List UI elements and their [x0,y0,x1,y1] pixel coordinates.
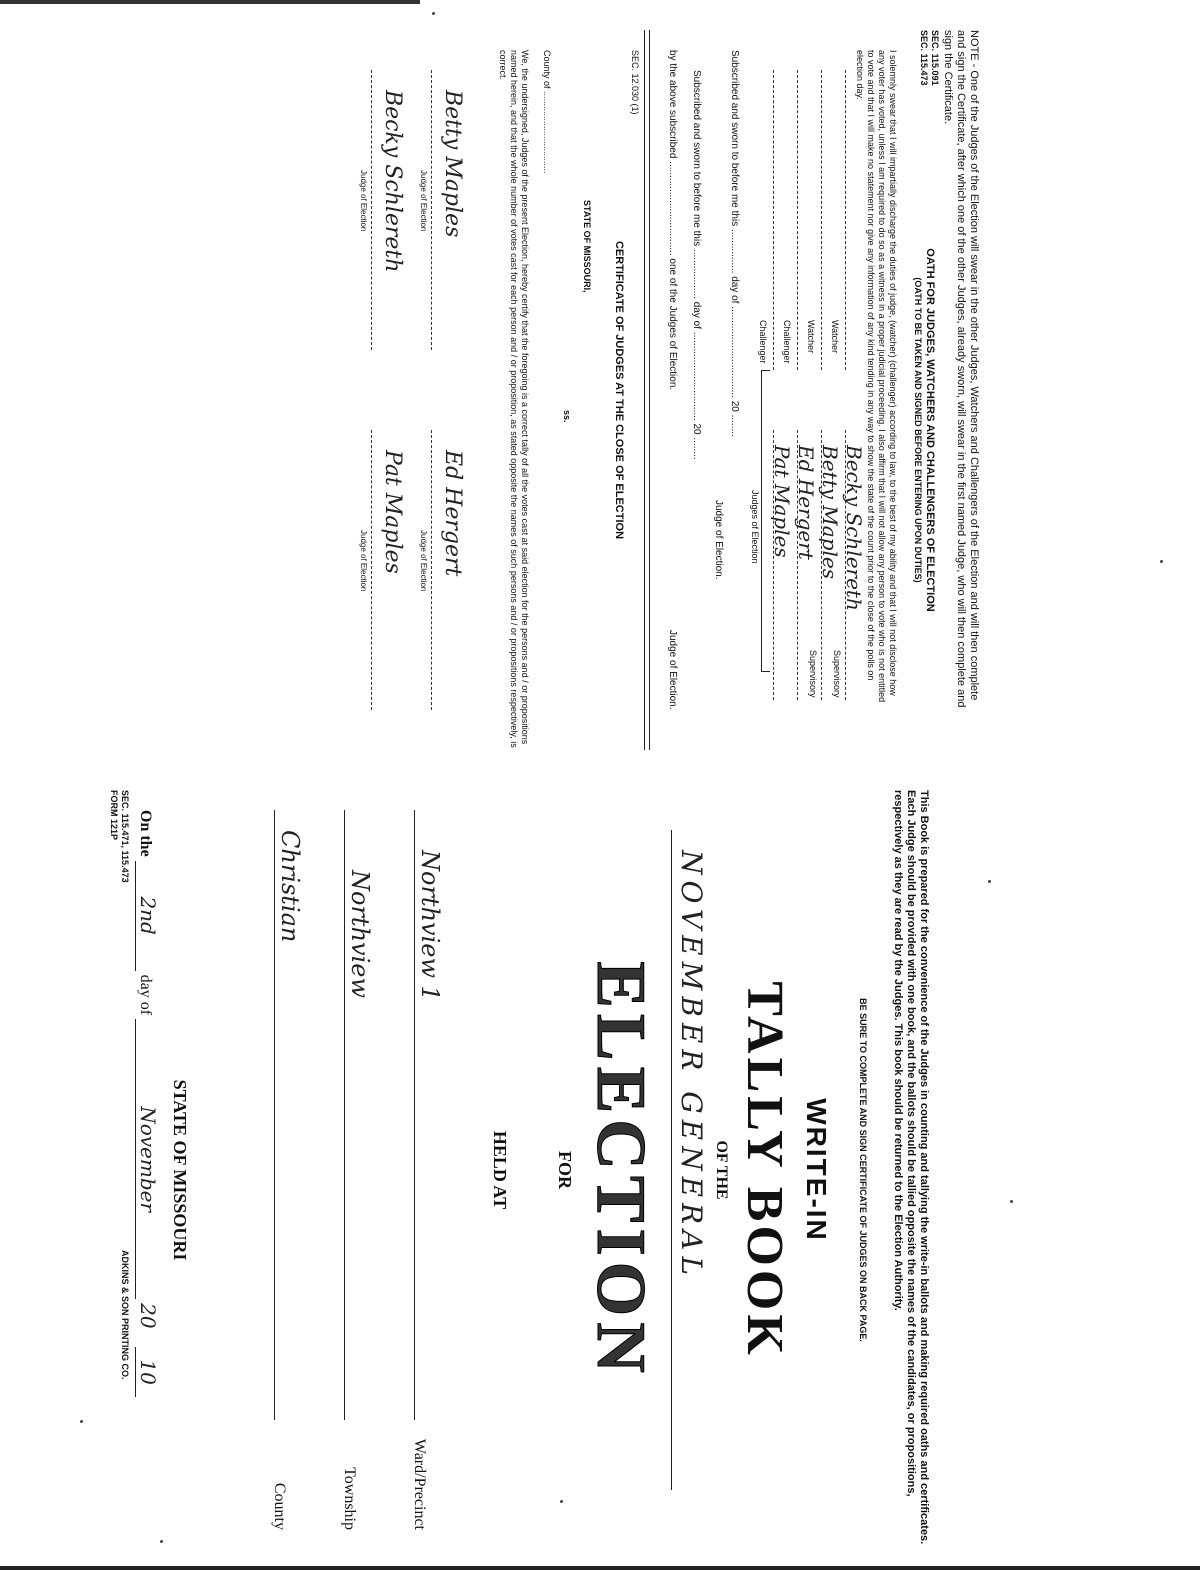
held-at-label: HELD AT [490,1130,510,1210]
township-field[interactable] [340,810,374,1530]
scan-speck [80,1420,83,1423]
ss-label: ss. [562,410,572,423]
ward-precinct-label: Ward/Precinct [411,1438,428,1530]
certificate-body: We, the undersigned, Judges of the present Election, hereby certify that the foregoing is a correct tally of all the votes cast at said election for the persons and / or propositions named herein, and that the whole number of votes cast for each person and / or proposition, as stated opposite the names of such persons and / or propositions respectively, is correct. [498,50,530,748]
township-label: Township [341,1467,358,1530]
certificate-signature: Ed Hergert [440,450,465,577]
signature-line [821,70,822,370]
row-left-label: Challenger [782,320,792,364]
tally-book-heading: TALLY BOOK [736,981,793,1359]
year-value[interactable]: 10 [135,1347,160,1397]
day-value[interactable]: 2nd [135,861,160,971]
write-in-heading: WRITE-IN [801,1098,832,1242]
section-refs: SEC. 115.091 SEC. 115.473 [919,30,940,86]
certificate-title: CERTIFICATE OF JUDGES AT THE CLOSE OF ELECTION [613,240,625,540]
scan-speck [432,12,435,15]
oath-title [912,210,936,650]
election-heading: ELECTION [582,961,659,1379]
township-value: Northview [346,870,374,999]
signature-line [797,70,798,370]
certificate-signature: Pat Maples [380,450,405,574]
intro-text: This Book is prepared for the convenience of the Judges in counting and tallying the write-in ballots and making required oaths and certificates. Each Judge should be provided with one book, and the ballots should be tallied opposite the names of the candidates, or propositions, respectively as they are read by the Judges. This book should be returned to the Election Authority. [892,790,930,1545]
county-label: County [271,1482,288,1530]
certificate-signature: Betty Maples [440,90,465,238]
note-text: NOTE - One of the Judges of the Election will swear in the other Judges, Watchers and Challengers of the Election and will then complete and sign the Certificate, after which one of the other Judges, already sworn, will swear in the first named Judge, who will then complete and sign the Certificate. [942,30,980,708]
election-name-handwritten: NOVEMBER GENERAL [675,850,708,1281]
for-label: FOR [555,1151,575,1189]
judges-brace [761,370,770,672]
county-field[interactable] [270,810,304,1530]
printer-credit: ADKINS & SON PRINTING CO. [120,1250,130,1380]
signature-line [431,70,432,350]
judges-brace-label: Judges of Election [750,490,760,564]
row-right-label: Supervisory [832,650,842,698]
on-the-label: On the [137,810,154,857]
judge-label: Judge of Election [419,530,428,592]
signature-line [773,70,774,370]
handwritten-signature: Pat Maples [770,445,794,558]
judge-of-election-label-2: Judge of Election. [667,630,678,710]
month-value[interactable]: November [135,1019,160,1299]
row-left-label: Watcher [806,320,816,354]
state-heading: STATE OF MISSOURI [170,1079,190,1261]
field-line [274,810,275,1420]
handwritten-signature: Ed Hergert [794,445,818,560]
judge-label: Judge of Election [359,530,368,592]
scan-speck [160,1540,163,1543]
handwritten-signature: Becky Schlereth [842,445,866,611]
subscribed-line-1: Subscribed and sworn to before me this ................ day of ................................. 20 ........ [729,50,740,437]
scan-speck [1010,1200,1013,1203]
subscribed-line-2: Subscribed and sworn to before me this .................. day of ................................ 20 ........ [691,70,702,460]
field-line [414,810,415,1420]
scan-speck [988,880,991,883]
row-left-label: Challenger [758,320,768,364]
ward-precinct-field[interactable] [410,810,444,1530]
certificate-signature: Becky Schlereth [380,90,405,273]
county-of-line: County of ................................. [542,50,552,174]
row-left-label: Watcher [830,320,840,354]
tally-book-cover-panel [10,790,930,1550]
certificate-section-ref: SEC. 12.030 (1) [630,50,640,115]
oath-body: I solemnly swear that I will impartially discharge the duties of judge, (watcher) (challenger) according to law, to the best of my ability and that I will not disclose how any voter has voted, unless I am required to do so as a witness in a proper judicial proceeding. I also affirm that I will not allow any person to vote who is not entitled to vote and that I will make no statement nor give any information of any kind tending in any way to show the state of the count prior to the close of the polls on election day. [855,50,898,703]
year-prefix: 20 [136,1303,160,1329]
judge-of-election-label: Judge of Election. [713,500,724,580]
by-above-subscribed: by the above subscribed .................................. one of the Judges of Election. [667,50,678,391]
oath-title-text: OATH FOR JUDGES, WATCHERS AND CHALLENGERS OF ELECTION [924,248,936,612]
state-label: STATE OF MISSOURI, [582,200,592,293]
handwritten-signature: Betty Maples [818,445,842,579]
signature-line [371,430,372,710]
scan-speck [560,1500,563,1503]
date-line [135,810,160,1530]
section-divider [644,30,650,750]
field-line [344,810,345,1420]
row-right-label: Supervisory [808,650,818,698]
election-name-line [671,830,672,1490]
judge-label: Judge of Election [419,170,428,232]
day-of-label: day of [137,974,154,1016]
county-value: Christian [276,830,304,943]
signature-line [431,430,432,710]
judge-label: Judge of Election [359,170,368,232]
signature-line [845,70,846,370]
form-section-ref: SEC. 115.471, 115.473 FORM 121P [109,790,130,883]
bottom-border-line [0,1566,1200,1570]
top-border-line [0,0,420,4]
oath-certificate-panel [20,30,980,750]
signature-line [371,70,372,350]
be-sure-notice: BE SURE TO COMPLETE AND SIGN CERTIFICATE OF JUDGES ON BACK PAGE. [858,998,868,1342]
ward-precinct-value: Northview 1 [416,850,444,1001]
of-the-label: OF THE [713,1140,730,1200]
scan-speck [1160,560,1163,563]
oath-subtitle: (OATH TO BE TAKEN AND SIGNED BEFORE ENTERING UPON DUTIES) [913,277,923,583]
